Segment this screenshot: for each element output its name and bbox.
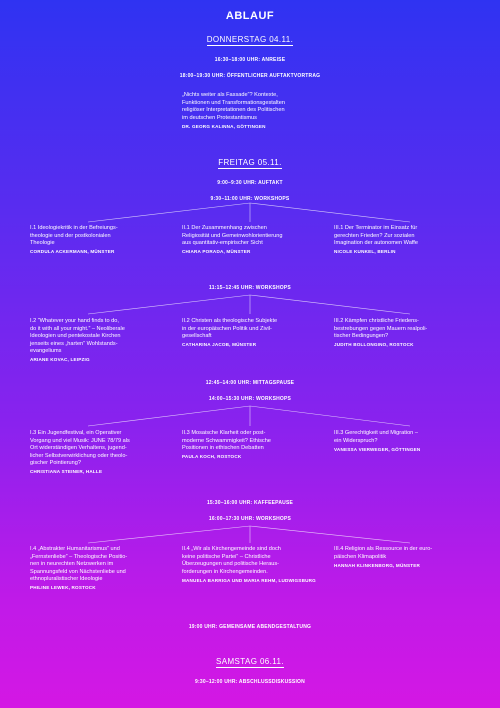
workshop-author: MANUELA BARRIGA UND MARIA REHM, LUDWIGSBURG	[182, 577, 316, 583]
lecture-title-line: im deutschen Protestantismus	[182, 114, 257, 121]
workshop-title-line: nen in neurechten Netzwerken im	[30, 561, 114, 568]
workshop-title-line: gischer Pointierung?	[30, 460, 81, 467]
workshop-title-line: tischer Bedingungen?	[334, 333, 389, 340]
workshop-II-2	[182, 318, 332, 349]
day-label: FREITAG 05.11.	[218, 158, 282, 167]
lecture-title-line: Funktionen und Transformationsgestalten	[182, 99, 285, 106]
workshop-title-line: gerechten Frieden? Zur sozialen	[334, 232, 415, 239]
slot-evening: 19:00 UHR: GEMEINSAME ABENDGESTALTUNG	[188, 624, 312, 630]
day-heading-saturday	[0, 657, 500, 666]
workshop-title-line: III.2 Kämpfen christliche Friedens-	[334, 318, 419, 324]
slot-arrival: 16:30–18:00 UHR: ANREISE	[214, 57, 286, 63]
lecture-title-line: religiöser Interpretationen des Politischen	[182, 107, 285, 114]
workshop-III-3	[334, 430, 474, 453]
workshop-title-line: II.2 Christen als theologische Subjekte	[182, 318, 278, 324]
workshop-author: CORDULA ACKERMANN, MÜNSTER	[30, 249, 115, 255]
lecture-author: DR. GEORG KALINNA, GÖTTINGEN	[182, 123, 266, 129]
workshop-title-line: Vorgang und viel Musik: JUNE 78/79 als	[30, 437, 130, 444]
workshop-title-line: jenseits eines „harten“ Wohlstands-	[30, 340, 118, 347]
slot-workshops-1: 9:30–11:00 UHR: WORKSHOPS	[210, 196, 290, 202]
slot-kickoff: 9:00–9:30 UHR: AUFTAKT	[217, 180, 283, 186]
workshop-author: CHIARA PORADA, MÜNSTER	[182, 249, 251, 255]
workshop-I-2	[30, 318, 175, 364]
workshop-III-2	[334, 318, 474, 349]
workshop-title-line: päischen Klimapolitik	[334, 553, 387, 560]
workshop-II-1	[182, 225, 332, 256]
workshop-title-line: theologie und der postkolonialen	[30, 232, 111, 239]
slot-final-discussion: 9:30–12:00 UHR: ABSCHLUSSDISKUSSION	[195, 679, 305, 685]
workshop-title-line: Ideologien und pentekostale Kirchen	[30, 333, 121, 340]
workshop-author: CATHARINA JACOB, MÜNSTER	[182, 342, 257, 348]
workshop-title-line: licher Selbstverwirklichung oder theolo-	[30, 452, 128, 459]
workshop-title-line: II.3 Mosaische Klarheit oder post-	[182, 430, 266, 436]
workshop-title-line: I.4 „Abstrakter Humanitarismus“ und	[30, 546, 120, 552]
workshop-title-line: II.1 Der Zusammenhang zwischen	[182, 225, 267, 231]
workshop-author: PHILINE LEWEK, ROSTOCK	[30, 585, 96, 591]
workshop-title-line: III.3 Gerechtigkeit und Migration –	[334, 430, 418, 436]
workshop-title-line: Überzeugungen und politische Heraus-	[182, 561, 280, 568]
slot-lunch: 12:45–14:00 UHR: MITTAGSPAUSE	[205, 380, 295, 386]
workshop-title-line: forderungen in Kirchengemeinden.	[182, 568, 268, 575]
workshop-III-1	[334, 225, 474, 256]
workshop-title-line: ethnopluralistischer Ideologie	[30, 576, 103, 583]
workshop-title-line: do it with all your might.” – Neoliberale	[30, 325, 125, 332]
workshop-title-line: Imagination der autonomen Waffe	[334, 240, 418, 247]
workshop-title-line: Religiosität und Gemeinwohlorientierung	[182, 232, 283, 239]
workshop-III-4	[334, 546, 474, 569]
workshop-title-line: Ort widerständigen Verhaltens, jugend-	[30, 445, 127, 452]
workshop-author: ARIANE KOVAC, LEIPZIG	[30, 357, 90, 363]
workshop-title-line: Positionen in ethischen Debatten	[182, 445, 264, 452]
day-label: DONNERSTAG 04.11.	[206, 35, 294, 44]
workshop-II-4	[182, 546, 332, 584]
workshop-II-3	[182, 430, 332, 461]
slot-opening-lecture: 18:00–19:30 UHR: ÖFFENTLICHER AUFTAKTVORTRAG	[179, 73, 321, 79]
workshop-author: PAULA KOCH, ROSTOCK	[182, 454, 242, 460]
page-title: ABLAUF	[225, 10, 275, 22]
workshop-title-line: III.4 Religion als Ressource in der euro-	[334, 546, 433, 552]
workshop-title-line: II.4 „Wir als Kirchengemeinde sind doch	[182, 546, 281, 552]
workshop-title-line: keine politische Partei“ – Christliche	[182, 553, 271, 560]
slot-workshops-4: 16:00–17:30 UHR: WORKSHOPS	[208, 516, 292, 522]
workshop-title-line: ein Widerspruch?	[334, 437, 378, 444]
workshop-I-3	[30, 430, 175, 476]
workshop-title-line: Theologie	[30, 240, 55, 247]
workshop-title-line: III.1 Der Terminator im Einsatz für	[334, 225, 418, 231]
day-heading-friday	[0, 158, 500, 167]
workshop-title-line: in der europäischen Politik und Zivil-	[182, 325, 272, 332]
workshop-title-line: bestrebungen gegen Mauern realpoli-	[334, 325, 428, 332]
workshop-author: NICOLE KUNKEL, BERLIN	[334, 249, 396, 255]
workshop-author: CHRISTIANA STEINER, HALLE	[30, 469, 103, 475]
slot-coffee-break: 15:30–16:00 UHR: KAFFEEPAUSE	[206, 500, 294, 506]
day-label: SAMSTAG 06.11.	[216, 657, 284, 666]
workshop-author: HANNAH KLINKENBORG, MÜNSTER	[334, 562, 421, 568]
day-heading-thursday	[0, 35, 500, 44]
opening-lecture	[182, 92, 372, 130]
lecture-title-line: „Nichts weiter als Fassade“? Kontexte,	[182, 92, 278, 98]
workshop-title-line: evangeliums	[30, 348, 62, 355]
workshop-title-line: „Fernstenliebe“ – Theologische Positio-	[30, 553, 128, 560]
slot-workshops-2: 11:15–12:45 UHR: WORKSHOPS	[209, 285, 291, 291]
workshop-I-1	[30, 225, 175, 256]
workshop-title-line: I.2 “Whatever your hand finds to do,	[30, 318, 119, 324]
workshop-title-line: I.1 Ideologiekritik in der Befreiungs-	[30, 225, 118, 231]
workshop-title-line: moderne Schwammigkeit? Ethische	[182, 437, 271, 444]
workshop-title-line: gesellschaft	[182, 333, 212, 340]
workshop-title-line: I.3 Ein Jugendfestival, ein Operativer	[30, 430, 122, 436]
workshop-I-4	[30, 546, 175, 592]
workshop-author: JUDITH BOLLONGINO, ROSTOCK	[334, 342, 414, 348]
workshop-title-line: aus quantitativ-empirischer Sicht	[182, 240, 263, 247]
workshop-title-line: Spannungsfeld von Nächstenliebe und	[30, 568, 126, 575]
workshop-author: VANESSA VIERWEGER, GÖTTINGEN	[334, 446, 421, 452]
slot-workshops-3: 14:00–15:30 UHR: WORKSHOPS	[208, 396, 292, 402]
